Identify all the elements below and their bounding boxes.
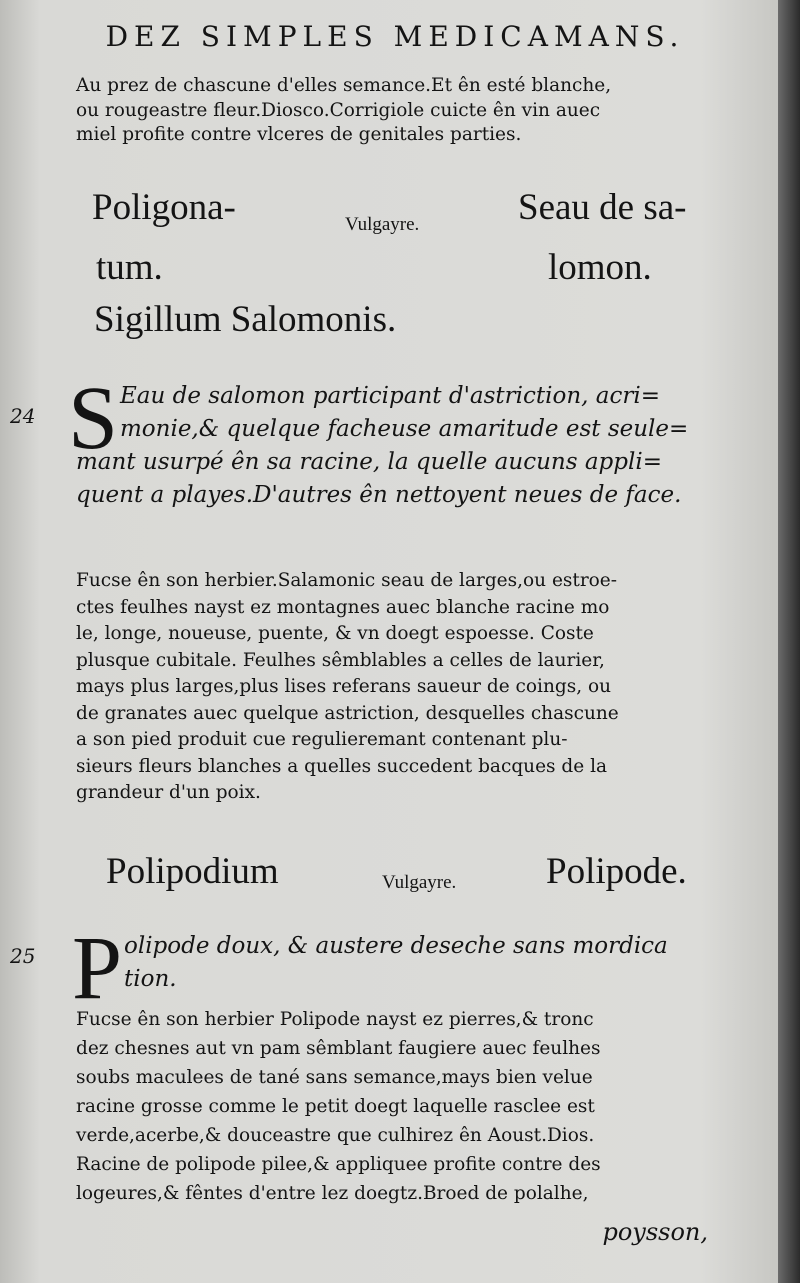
latin-name-line1: Poligona- — [92, 187, 236, 228]
text-line: a son pied produit cue regulieremant contenant plu- — [76, 729, 568, 750]
drop-capital: S — [68, 369, 119, 468]
italic-description — [76, 930, 716, 996]
text-line: dez chesnes aut vn pam sêmblant faugiere auec feulhes — [76, 1038, 601, 1059]
book-edge — [778, 0, 800, 1283]
drop-capital: P — [72, 919, 123, 1018]
text-line: de granates auec quelque astriction, desquelles chascune — [76, 702, 619, 724]
text-line: mant usurpé ên sa racine, la quelle aucuns appli= — [76, 449, 662, 475]
intro-paragraph — [76, 74, 716, 148]
text-line: sieurs fleurs blanches a quelles succedent bacques de la — [76, 755, 608, 777]
text-line: mays plus larges,plus lises referans saueur de coings, ou — [76, 676, 612, 697]
text-line: racine grosse comme le petit doegt laquelle rasclee est — [76, 1096, 595, 1117]
text-line: soubs maculees de tané sans semance,mays bien velue — [76, 1067, 593, 1088]
vulgar-label: Vulgayre. — [345, 214, 420, 235]
entry-number: 25 — [10, 944, 36, 968]
latin-name-line2: tum. — [96, 247, 163, 288]
running-header: DEZ SIMPLES MEDICAMANS. — [105, 20, 685, 53]
italic-description — [76, 380, 716, 512]
latin-name: Polipodium — [106, 851, 279, 892]
text-line: Fucse ên son herbier Polipode nayst ez pierres,& tronc — [76, 1009, 594, 1030]
body-paragraph — [76, 568, 716, 807]
text-line: grandeur d'un poix. — [76, 782, 261, 803]
latin-name-line3: Sigillum Salomonis. — [94, 299, 397, 340]
text-line: logeures,& fêntes d'entre lez doegtz.Broed de polalhe, — [76, 1183, 589, 1204]
text-line: quent a playes.D'autres ên nettoyent neues de face. — [76, 482, 682, 508]
text-line: tion. — [124, 966, 177, 992]
text-line: le, longe, noueuse, puente, & vn doegt espoesse. Coste — [76, 623, 594, 644]
entry-number: 24 — [10, 404, 36, 428]
text-line: monie,& quelque facheuse amaritude est seule= — [120, 416, 689, 442]
vulgar-label: Vulgayre. — [382, 872, 457, 893]
text-line: ou rougeastre fleur.Diosco.Corrigiole cuicte ên vin auec — [76, 99, 601, 121]
text-line: ctes feulhes nayst ez montagnes auec blanche racine mo — [76, 596, 610, 618]
text-line: plusque cubitale. Feulhes sêmblables a celles de laurier, — [76, 649, 605, 671]
text-line: Eau de salomon participant d'astriction, acri= — [120, 383, 660, 409]
catchword: poysson, — [602, 1218, 708, 1246]
text-line: verde,acerbe,& douceastre que culhirez ên Aoust.Dios. — [76, 1125, 595, 1146]
french-name-line1: Seau de sa- — [518, 187, 687, 228]
text-line: olipode doux, & austere deseche sans mordica — [124, 933, 668, 959]
french-name-line2: lomon. — [548, 247, 652, 288]
french-name: Polipode. — [546, 851, 687, 892]
text-line: Au prez de chascune d'elles semance.Et ên esté blanche, — [76, 75, 612, 96]
text-line: Fucse ên son herbier.Salamonic seau de larges,ou estroe- — [76, 570, 617, 591]
body-paragraph — [76, 1005, 716, 1208]
text-line: Racine de polipode pilee,& appliquee profite contre des — [76, 1154, 601, 1175]
text-line: miel profite contre vlceres de genitales parties. — [76, 124, 522, 145]
